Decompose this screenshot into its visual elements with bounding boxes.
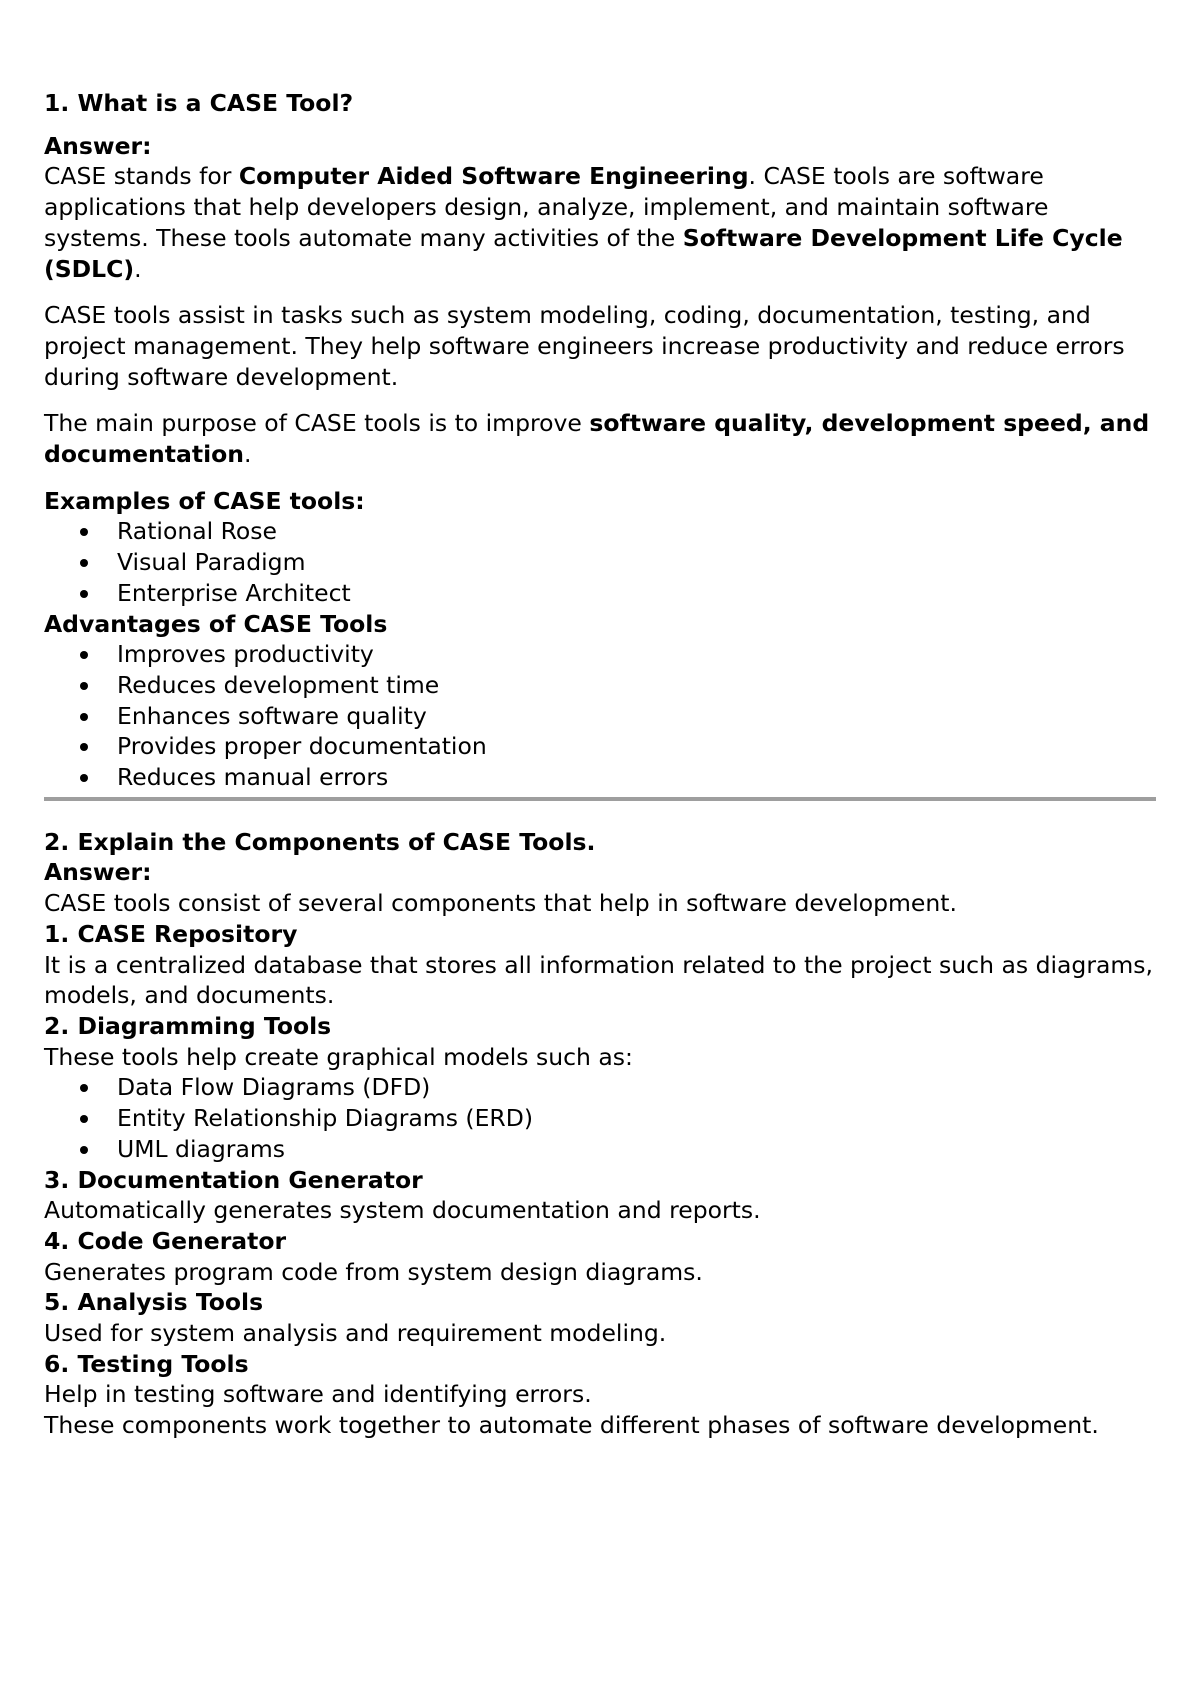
document-content [44, 88, 1160, 1441]
list-item: Improves productivity [44, 639, 1160, 670]
list-item: UML diagrams [44, 1134, 1160, 1165]
diagram-types-list [44, 1072, 1160, 1164]
bullet-icon [80, 528, 88, 536]
list-item: Provides proper documentation [44, 731, 1160, 762]
examples-heading: Examples of CASE tools: [44, 486, 365, 515]
component-2-title: 2. Diagramming Tools [44, 1011, 332, 1040]
component-6-text: Help in testing software and identifying errors. [44, 1380, 592, 1409]
list-item: Entity Relationship Diagrams (ERD) [44, 1103, 1160, 1134]
list-item: Visual Paradigm [44, 547, 1160, 578]
q2-closing: These components work together to automate different phases of software development. [44, 1411, 1099, 1440]
list-item: Enhances software quality [44, 701, 1160, 732]
bullet-icon [80, 590, 88, 598]
component-2-text: These tools help create graphical models such as: [44, 1042, 633, 1071]
q2-answer-label: Answer: [44, 858, 152, 887]
bullet-icon [80, 1084, 88, 1092]
bullet-icon [80, 651, 88, 659]
bullet-icon [80, 713, 88, 721]
component-4-title: 4. Code Generator [44, 1226, 287, 1255]
bullet-icon [80, 774, 88, 782]
list-item: Data Flow Diagrams (DFD) [44, 1072, 1160, 1103]
q2-heading: 2. Explain the Components of CASE Tools. [44, 827, 596, 856]
component-3-title: 3. Documentation Generator [44, 1165, 423, 1194]
bullet-icon [80, 743, 88, 751]
component-6-title: 6. Testing Tools [44, 1349, 249, 1378]
component-5-title: 5. Analysis Tools [44, 1288, 264, 1317]
horizontal-divider [44, 797, 1156, 801]
advantages-heading: Advantages of CASE Tools [44, 609, 388, 638]
list-item: Reduces development time [44, 670, 1160, 701]
component-3-text: Automatically generates system documentation and reports. [44, 1196, 761, 1225]
q1-paragraph-3: The main purpose of CASE tools is to improve software quality, development speed, and documentation. [44, 409, 1150, 469]
list-item: Enterprise Architect [44, 578, 1160, 609]
component-1-text: It is a centralized database that stores all information related to the project such as diagrams, models, and documents. [44, 950, 1153, 1010]
list-item: Rational Rose [44, 516, 1160, 547]
bullet-icon [80, 1146, 88, 1154]
q1-paragraph-2: CASE tools assist in tasks such as system modeling, coding, documentation, testing, and project management. They help software engineers increase productivity and reduce errors during software development. [44, 301, 1125, 391]
list-item: Reduces manual errors [44, 762, 1160, 793]
q1-answer-label: Answer: [44, 131, 152, 160]
component-5-text: Used for system analysis and requirement modeling. [44, 1319, 667, 1348]
q2-intro: CASE tools consist of several components that help in software development. [44, 889, 957, 918]
component-1-title: 1. CASE Repository [44, 919, 298, 948]
bullet-icon [80, 682, 88, 690]
examples-list [44, 516, 1160, 608]
q1-paragraph-1: CASE stands for Computer Aided Software Engineering. CASE tools are software applications that help developers design, analyze, implement, and maintain software systems. These tools automate many activities of the Software Development Life Cycle (SDLC). [44, 162, 1123, 283]
component-4-text: Generates program code from system design diagrams. [44, 1257, 703, 1286]
advantages-list [44, 639, 1160, 793]
bullet-icon [80, 1115, 88, 1123]
bullet-icon [80, 559, 88, 567]
q1-heading: 1. What is a CASE Tool? [44, 89, 354, 117]
